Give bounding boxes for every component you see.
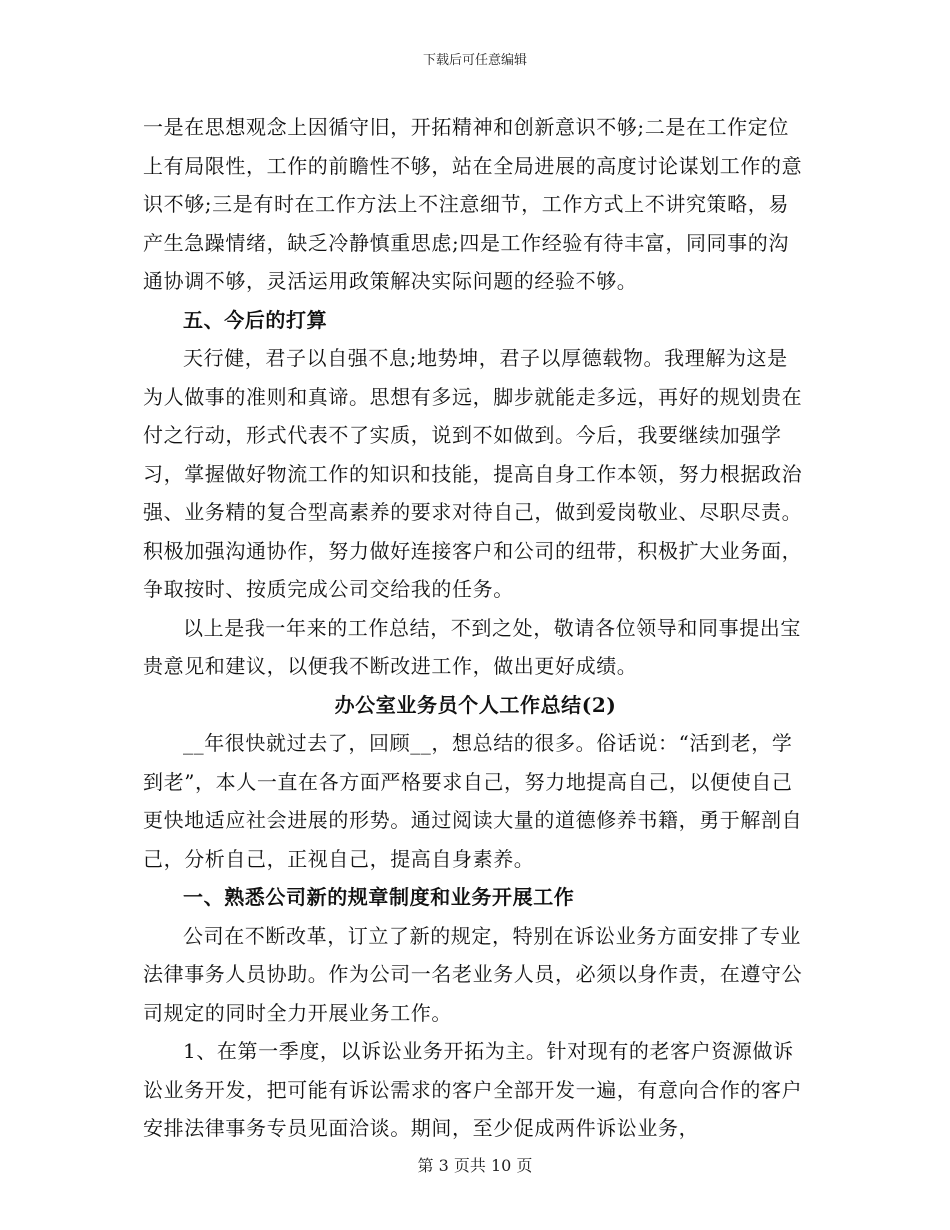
paragraph-first-quarter: 1、在第一季度，以诉讼业务开拓为主。针对现有的老客户资源做诉讼业务开发，把可能有诉讼需求的客户全部开发一遍，有意向合作的客户安排法律事务专员见面洽谈。期间，至少促成两件诉讼业务， [143, 1039, 803, 1140]
page-footer: 第 3 页共 10 页 [417, 1156, 533, 1175]
paragraph-weaknesses: 一是在思想观念上因循守旧，开拓精神和创新意识不够;二是在工作定位上有局限性，工作的前瞻性不够，站在全局进展的高度讨论谋划工作的意识不够;三是有时在工作方法上不注意细节，工作方式上不讲究策略，易产生急躁情绪，缺乏冷静慎重思虑;四是工作经验有待丰富，同同事的沟通协调不够，灵活运用政策解决实际问题的经验不够。 [143, 115, 803, 293]
section-heading-rules: 一、熟悉公司新的规章制度和业务开展工作 [183, 885, 575, 909]
paragraph-conclusion: 以上是我一年来的工作总结，不到之处，敬请各位领导和同事提出宝贵意见和建议，以便我不断改进工作，做出更好成绩。 [143, 615, 801, 678]
page-header: 下载后可任意编辑 [422, 53, 527, 68]
section-heading-future-plans: 五、今后的打算 [183, 307, 328, 332]
paragraph-rules: 公司在不断改革，订立了新的规定，特别在诉讼业务方面安排了专业法律事务人员协助。作为公司一名老业务人员，必须以身作责，在遵守公司规定的同时全力开展业务工作。 [143, 923, 803, 1025]
paragraph-future-plans: 天行健，君子以自强不息;地势坤，君子以厚德载物。我理解为这是为人做事的准则和真谛。思想有多远，脚步就能走多远，再好的规划贵在付之行动，形式代表不了实质，说到不如做到。今后，我要继续加强学习，掌握做好物流工作的知识和技能，提高自身工作本领，努力根据政治强、业务精的复合型高素养的要求对待自己，做到爱岗敬业、尽职尽责。积极加强沟通协作，努力做好连接客户和公司的纽带，积极扩大业务面，争取按时、按质完成公司交给我的任务。 [143, 346, 803, 601]
document-title-2: 办公室业务员个人工作总结(2) [334, 692, 617, 717]
paragraph-intro-2: __年很快就过去了，回顾__，想总结的很多。俗话说：“活到老，学到老”，本人一直在各方面严格要求自己，努力地提高自己，以便使自己更快地适应社会进展的形势。通过阅读大量的道德修养书籍，勇于解剖自己，分析自己，正视自己，提高自身素养。 [143, 731, 803, 871]
document-body [143, 108, 808, 1148]
